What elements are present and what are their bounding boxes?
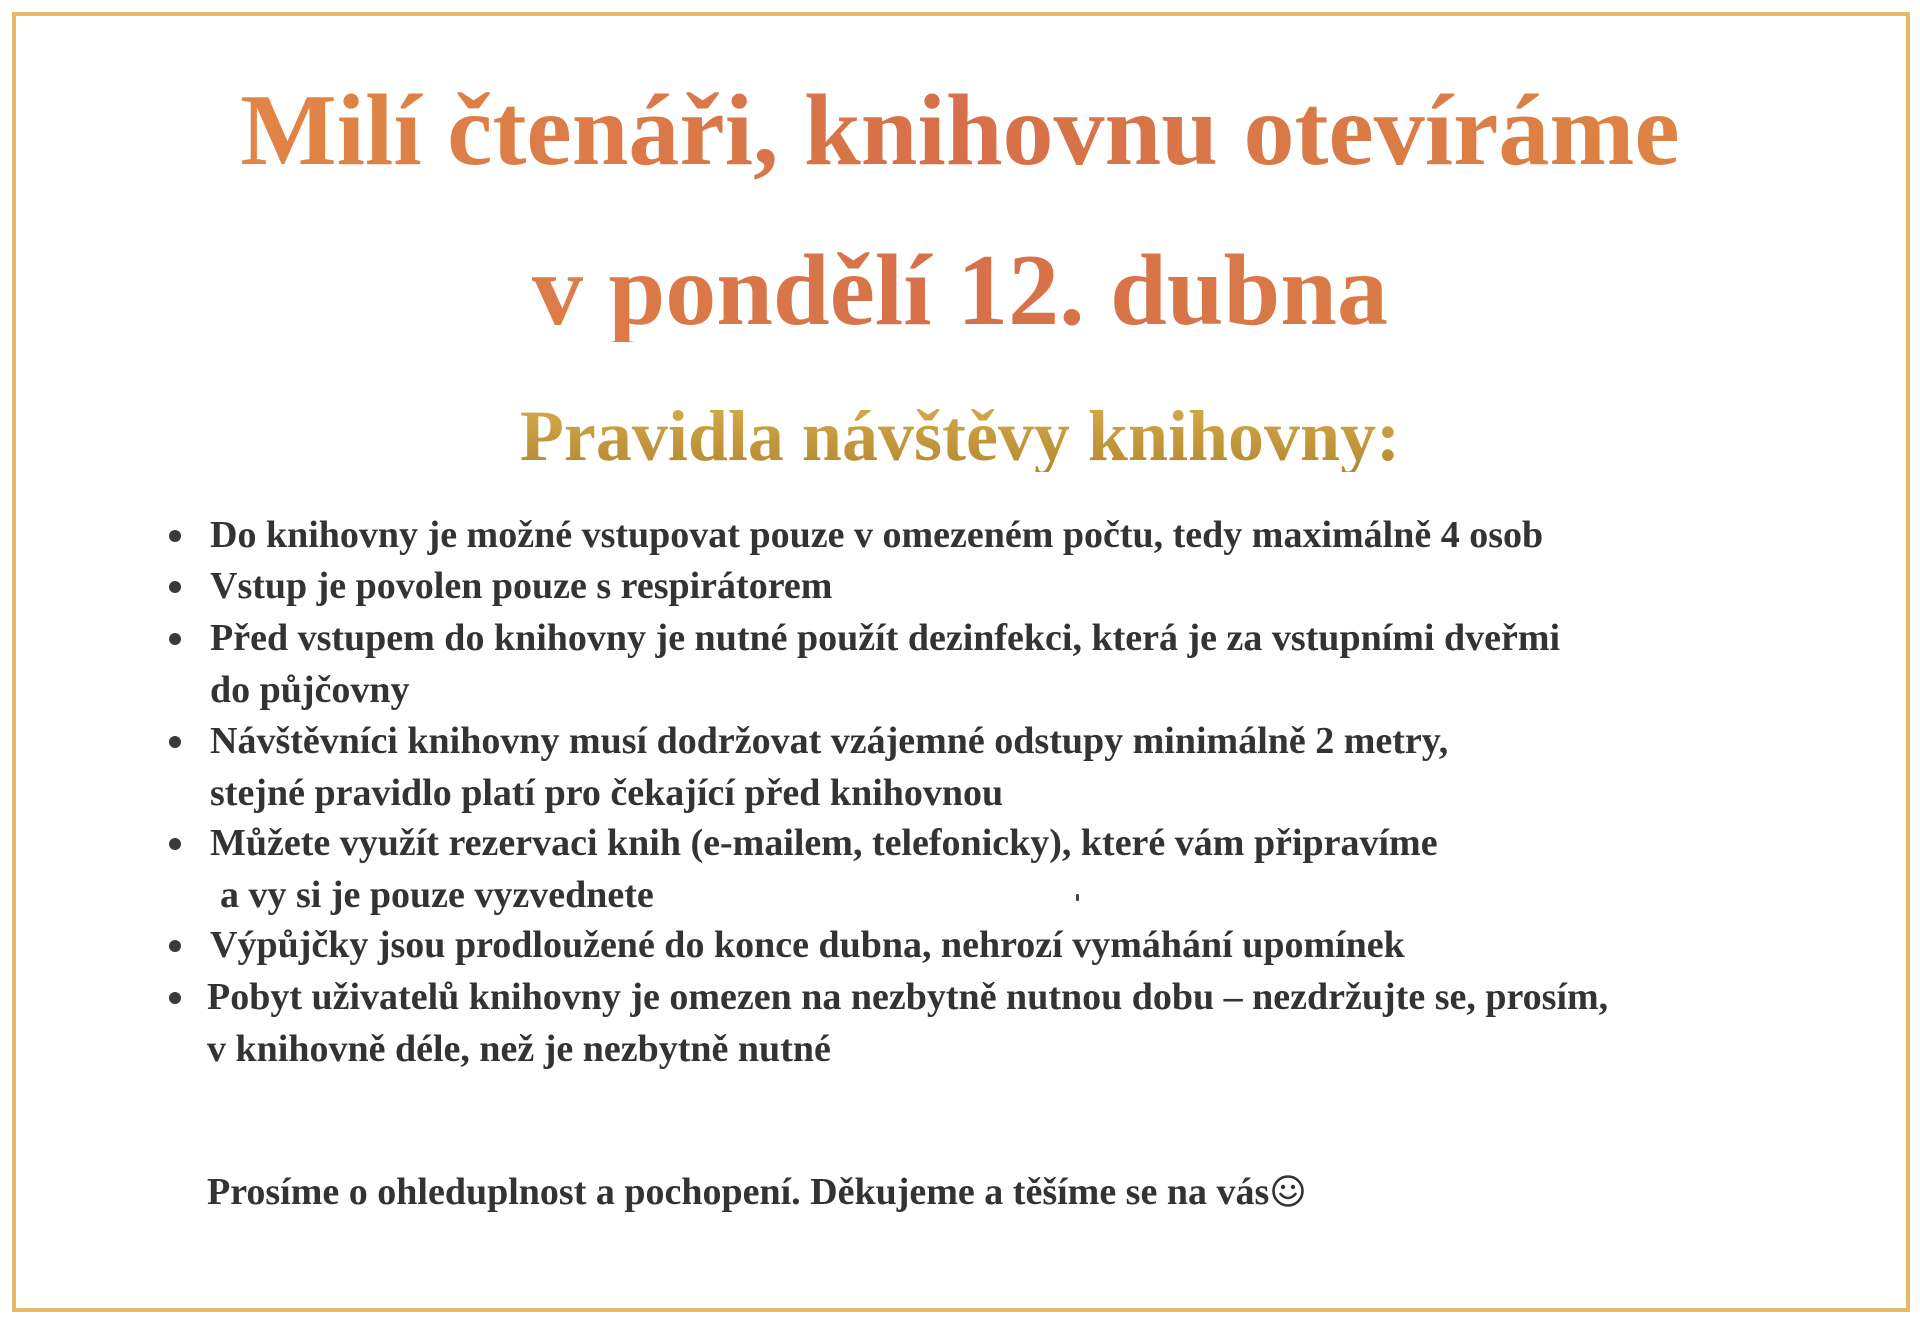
bullet-icon <box>169 530 181 542</box>
bullet-icon <box>169 992 181 1004</box>
rule-text: Výpůjčky jsou prodloužené do konce dubna, nehrozí vymáhání upomínek <box>210 924 1405 966</box>
heading-line-1: Milí čtenáři, knihovnu otevíráme <box>0 80 1920 182</box>
rule-text: Pobyt uživatelů knihovny je omezen na nezbytně nutnou dobu – nezdržujte se, prosím, <box>207 976 1609 1018</box>
heading-line-2: v pondělí 12. dubna <box>0 240 1920 342</box>
subheading: Pravidla návštěvy knihovny: <box>0 400 1920 472</box>
closing-message: Prosíme o ohleduplnost a pochopení. Děkujeme a těšíme se na vás <box>207 1171 1270 1213</box>
rule-text: Do knihovny je možné vstupovat pouze v omezeném počtu, tedy maximálně 4 osob <box>210 514 1544 556</box>
bullet-icon <box>169 581 181 593</box>
closing-text <box>207 1173 1305 1215</box>
bullet-icon <box>169 940 181 952</box>
rule-text: stejné pravidlo platí pro čekající před knihovnou <box>210 772 1004 814</box>
rule-text: a vy si je pouze vyzvednete <box>220 874 654 916</box>
bullet-icon <box>169 838 181 850</box>
rule-text: Můžete využít rezervaci knih (e-mailem, telefonicky), které vám připravíme <box>210 822 1438 864</box>
rule-text: Návštěvníci knihovny musí dodržovat vzájemné odstupy minimálně 2 metry, <box>210 720 1449 762</box>
rule-text: do půjčovny <box>210 669 410 711</box>
rule-text: Vstup je povolen pouze s respirátorem <box>210 565 833 607</box>
bullet-icon <box>169 633 181 645</box>
smiley-icon <box>1271 1174 1305 1215</box>
rule-text: v knihovně déle, než je nezbytně nutné <box>207 1028 831 1070</box>
scan-speck <box>1076 894 1079 901</box>
rule-text: Před vstupem do knihovny je nutné použít dezinfekci, která je za vstupními dveřmi <box>210 617 1561 659</box>
bullet-icon <box>169 736 181 748</box>
